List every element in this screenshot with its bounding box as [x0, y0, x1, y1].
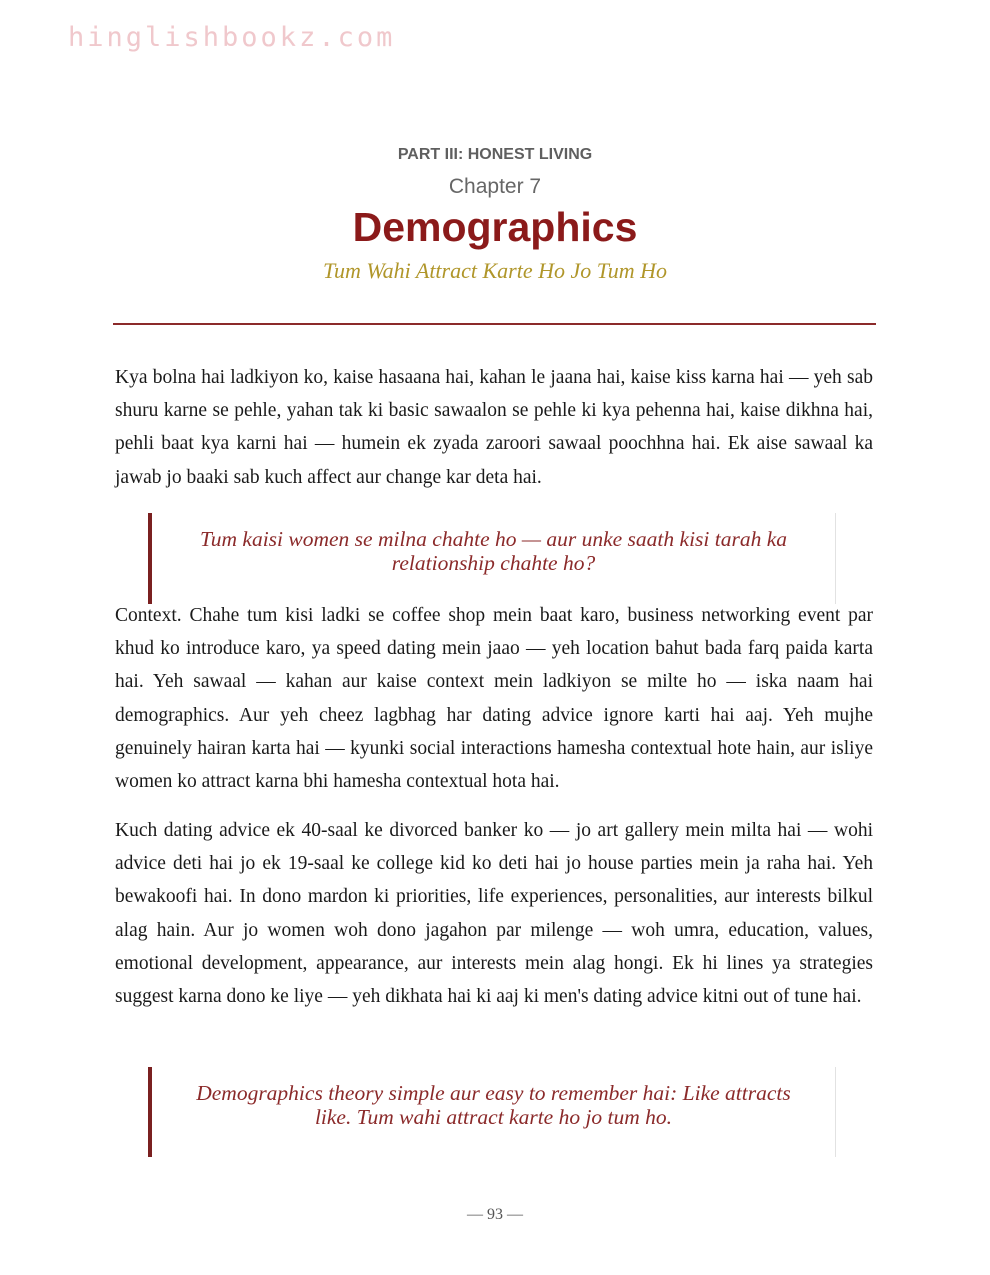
body-paragraph-2: Context. Chahe tum kisi ladki se coffee shop mein baat karo, business networking event par khud ko introduce karo, ya speed dating mein jaao — yeh location bahut bada farq paida karta hai. Yeh sawaal — kahan aur kaise context mein ladkiyon se milte ho — iska naam hai demographics. Aur yeh cheez lagbhag har dating advice ignore karti hai aaj. Yeh mujhe genuinely hairan karta hai — kyunki social interactions hamesha contextual hote hain, aur isliye women ko attract karna bhi hamesha contextual hota hai.: [115, 605, 873, 793]
pull-quote-1: [148, 513, 836, 604]
chapter-title: Demographics: [352, 204, 638, 250]
part-label: PART III: HONEST LIVING: [397, 146, 593, 163]
section-divider: [113, 323, 876, 325]
body-paragraph-1: Kya bolna hai ladkiyon ko, kaise hasaana hai, kahan le jaana hai, kaise kiss karna hai — yeh sab shuru karne se pehle, yahan tak ki basic sawaalon se pehle ki kya pehenna hai, kaise dikhna hai, pehli baat kya karni hai — humein ek zyada zaroori sawaal poochhna hai. Ek aise sawaal ka jawab jo baaki sab kuch affect aur change kar deta hai.: [115, 367, 873, 488]
body-paragraph-3: Kuch dating advice ek 40-saal ke divorced banker ko — jo art gallery mein milta hai — wohi advice deti hai jo ek 19-saal ke college kid ko deti hai jo house parties mein ja raha hai. Yeh bewakoofi hai. In dono mardon ki priorities, life experiences, personalities, aur interests bilkul alag hain. Aur jo women woh dono jagahon par milenge — woh umra, education, values, emotional development, appearance, aur interests mein alag hongi. Ek hi lines ya strategies suggest karna dono ke liye — yeh dikhata hai ki aaj ki men's dating advice kitni out of tune hai.: [115, 820, 873, 1008]
chapter-subtitle: Tum Wahi Attract Karte Ho Jo Tum Ho: [322, 258, 668, 283]
watermark: hinglishbookz.com: [68, 22, 396, 53]
pull-quote-2-text: Demographics theory simple aur easy to remember hai: Like attracts like. Tum wahi attract karte ho jo tum ho.: [196, 1081, 791, 1129]
pull-quote-1-text: Tum kaisi women se milna chahte ho — aur unke saath kisi tarah ka relationship chahte ho?: [199, 527, 788, 575]
chapter-label: Chapter 7: [448, 175, 542, 198]
page-number: — 93 —: [467, 1206, 523, 1223]
pull-quote-2: [148, 1067, 836, 1157]
